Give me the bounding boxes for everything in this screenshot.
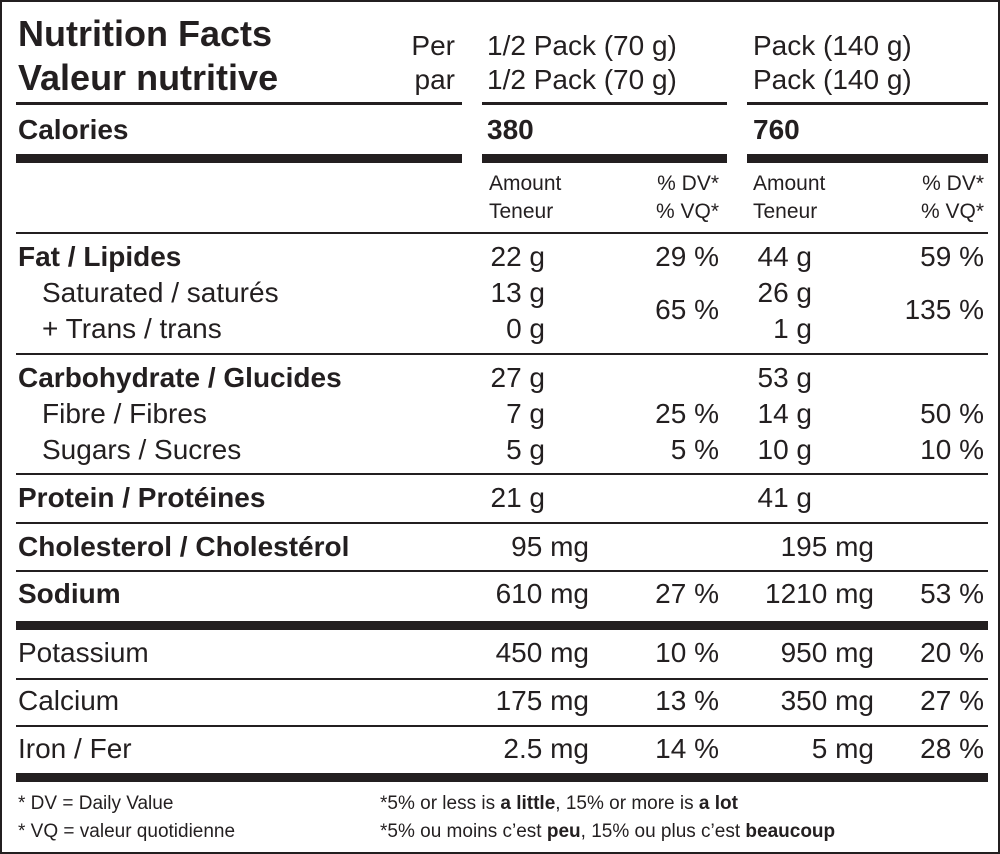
iron-dv-1: 14 % <box>655 733 719 764</box>
cholesterol-label: Cholesterol / Cholestérol <box>18 531 350 562</box>
footnote-percent-french: *5% ou moins c’est peu, 15% ou plus c’est beaucoup <box>380 821 836 842</box>
divider <box>16 232 988 234</box>
per-label-english: Per <box>411 30 455 61</box>
serving-size-2-french: Pack (140 g) <box>753 64 912 95</box>
fibre-dv-2: 50 % <box>920 398 984 429</box>
fat-dv-2: 59 % <box>920 241 984 272</box>
potassium-dv-2: 20 % <box>920 637 984 668</box>
calories-value-1: 380 <box>487 114 534 145</box>
calcium-amount-2: 350 mg <box>780 685 874 716</box>
calcium-dv-1: 13 % <box>655 685 719 716</box>
protein-amount-2: 41 g <box>757 482 812 513</box>
vq-header-french-2: % VQ* <box>920 200 984 223</box>
fat-amount-1: 22 g <box>490 241 545 272</box>
trans-amount-2: 1 g <box>773 313 812 344</box>
divider <box>16 570 988 572</box>
protein-amount-1: 21 g <box>490 482 545 513</box>
calories-thick-rule <box>16 154 462 163</box>
protein-label: Protein / Protéines <box>18 482 266 513</box>
sodium-amount-2: 1210 mg <box>765 578 874 609</box>
amount-header-french-1: Teneur <box>489 200 554 223</box>
calcium-dv-2: 27 % <box>920 685 984 716</box>
cholesterol-amount-2: 195 mg <box>780 531 874 562</box>
iron-dv-2: 28 % <box>920 733 984 764</box>
fat-amount-2: 44 g <box>757 241 812 272</box>
sodium-label: Sodium <box>18 578 121 609</box>
sugars-dv-1: 5 % <box>670 434 719 465</box>
saturated-amount-1: 13 g <box>490 277 545 308</box>
sugars-dv-2: 10 % <box>920 434 984 465</box>
serving-size-1-french: 1/2 Pack (70 g) <box>487 64 677 95</box>
footnote-percent-english: *5% or less is a little, 15% or more is a lot <box>380 793 738 814</box>
divider <box>16 522 988 524</box>
amount-header-english-2: Amount <box>753 172 826 195</box>
sugars-amount-2: 10 g <box>757 434 812 465</box>
thick-divider <box>16 773 988 782</box>
calories-thick-rule <box>747 154 988 163</box>
sodium-dv-1: 27 % <box>655 578 719 609</box>
fibre-amount-1: 7 g <box>506 398 545 429</box>
thick-divider <box>16 621 988 630</box>
footnote-vq-french: * VQ = valeur quotidienne <box>18 821 236 842</box>
header-rule <box>482 102 727 105</box>
fibre-label: Fibre / Fibres <box>42 398 207 429</box>
carbohydrate-label: Carbohydrate / Glucides <box>18 362 342 393</box>
fibre-amount-2: 14 g <box>757 398 812 429</box>
calories-thick-rule <box>482 154 727 163</box>
trans-amount-1: 0 g <box>506 313 545 344</box>
dv-header-english-2: % DV* <box>922 172 984 195</box>
calcium-amount-1: 175 mg <box>495 685 589 716</box>
fat-dv-1: 29 % <box>655 241 719 272</box>
fat-label: Fat / Lipides <box>18 241 182 272</box>
title-french: Valeur nutritive <box>18 57 279 98</box>
potassium-amount-2: 950 mg <box>780 637 874 668</box>
trans-label: + Trans / trans <box>42 313 222 344</box>
amount-header-french-2: Teneur <box>753 200 818 223</box>
divider <box>16 473 988 475</box>
divider <box>16 725 988 727</box>
calcium-label: Calcium <box>18 685 120 716</box>
iron-amount-2: 5 mg <box>811 733 874 764</box>
iron-amount-1: 2.5 mg <box>503 733 589 764</box>
per-label-french: par <box>414 64 455 95</box>
saturated-label: Saturated / saturés <box>42 277 279 308</box>
potassium-dv-1: 10 % <box>655 637 719 668</box>
cholesterol-amount-1: 95 mg <box>511 531 589 562</box>
calories-label: Calories <box>18 114 129 145</box>
header-rule <box>747 102 988 105</box>
sugars-label: Sugars / Sucres <box>42 434 242 465</box>
calories-value-2: 760 <box>753 114 800 145</box>
amount-header-english-1: Amount <box>489 172 562 195</box>
sugars-amount-1: 5 g <box>506 434 545 465</box>
iron-label: Iron / Fer <box>18 733 132 764</box>
fibre-dv-1: 25 % <box>655 398 719 429</box>
saturated-trans-dv-1: 65 % <box>655 294 719 325</box>
sodium-amount-1: 610 mg <box>495 578 589 609</box>
header-rule <box>16 102 462 105</box>
footnote-dv-english: * DV = Daily Value <box>18 793 174 814</box>
divider <box>16 678 988 680</box>
serving-size-2-english: Pack (140 g) <box>753 30 912 61</box>
potassium-amount-1: 450 mg <box>495 637 589 668</box>
sodium-dv-2: 53 % <box>920 578 984 609</box>
vq-header-french-1: % VQ* <box>655 200 719 223</box>
serving-size-1-english: 1/2 Pack (70 g) <box>487 30 677 61</box>
carbohydrate-amount-1: 27 g <box>490 362 545 393</box>
title-english: Nutrition Facts <box>18 13 273 54</box>
dv-header-english-1: % DV* <box>657 172 719 195</box>
carbohydrate-amount-2: 53 g <box>757 362 812 393</box>
saturated-trans-dv-2: 135 % <box>904 294 984 325</box>
divider <box>16 353 988 355</box>
potassium-label: Potassium <box>18 637 149 668</box>
saturated-amount-2: 26 g <box>757 277 812 308</box>
